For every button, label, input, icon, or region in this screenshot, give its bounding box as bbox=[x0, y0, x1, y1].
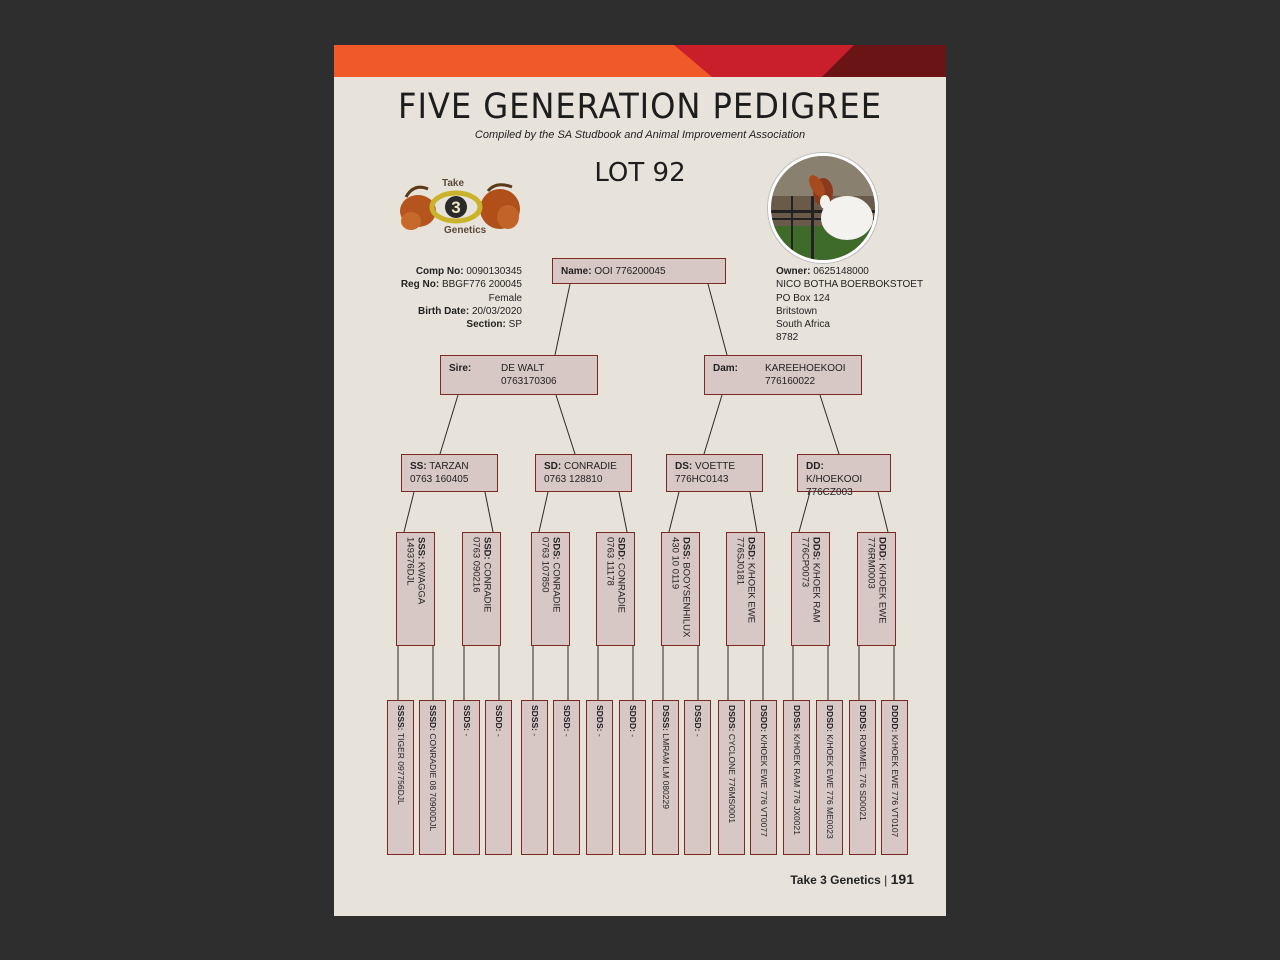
grandparent-dd-name: K/HOEKOOI bbox=[806, 474, 863, 485]
gg-sds-label: SDS: bbox=[550, 537, 562, 560]
ggg-ddss-label: DDSS: bbox=[792, 705, 802, 732]
ggg-dsdd-label: DSDD: bbox=[759, 705, 769, 732]
section-label: Section: bbox=[466, 319, 506, 331]
ggg-ddds-value: ROMMEL 776 SD0021 bbox=[858, 734, 868, 821]
connector-line bbox=[404, 492, 414, 532]
grandparent-sd-label: SD: bbox=[544, 461, 562, 472]
grandparent-ss-label: SS: bbox=[410, 461, 427, 472]
gg-dds-reg: 776CP0073 bbox=[799, 537, 811, 588]
birth-date-label: Birth Date: bbox=[418, 305, 470, 317]
page-subtitle: Compiled by the SA Studbook and Animal Improvement Association bbox=[474, 129, 806, 141]
ggg-sddd-label: SDDD: bbox=[628, 705, 638, 732]
connector-line bbox=[556, 395, 575, 454]
gg-sdd-label: SDD: bbox=[615, 537, 627, 561]
grandparent-sd-name: CONRADIE bbox=[564, 461, 617, 472]
gg-dds-name: K/HOEK RAM bbox=[810, 562, 822, 623]
grandparent-ds-label: DS: bbox=[675, 461, 693, 472]
connector-line bbox=[619, 492, 627, 532]
ggg-ssdd-value: - bbox=[494, 733, 504, 737]
gg-dds-box bbox=[791, 532, 830, 646]
gg-sss-name: KWAGGA bbox=[415, 561, 427, 605]
gg-sds-reg: 0763 107850 bbox=[539, 537, 551, 593]
sire-reg: 0763170306 bbox=[501, 376, 557, 387]
ggg-sddd-box bbox=[619, 700, 646, 855]
gg-sdd-name: CONRADIE bbox=[615, 562, 627, 614]
ggg-sssd-label: SSSD: bbox=[428, 705, 438, 731]
gg-ssd-name: CONRADIE bbox=[481, 562, 493, 613]
ggg-sdsd-label: SDSD: bbox=[562, 705, 572, 732]
ggg-ddsd-label: DDSD: bbox=[825, 705, 835, 732]
ggg-sddd-value: - bbox=[628, 734, 638, 738]
dam-name: KAREEHOEKOOI bbox=[765, 363, 846, 374]
reg-no-label: Reg No: bbox=[400, 279, 440, 291]
ggg-ddsd-box bbox=[816, 700, 843, 855]
ggg-dsds-label: DSDS: bbox=[727, 705, 737, 732]
gg-dsd-reg: 776SJ0181 bbox=[734, 537, 746, 586]
grandparent-ss-name: TARZAN bbox=[429, 461, 469, 472]
sire-name: DE WALT bbox=[501, 363, 545, 374]
ggg-sdsd-box bbox=[553, 700, 580, 855]
subject-label: Name: bbox=[561, 266, 592, 277]
gg-sdd-reg: 0763 11178 bbox=[604, 537, 616, 586]
connector-line bbox=[708, 284, 727, 355]
grandparent-dd-label: DD: bbox=[806, 461, 824, 472]
sex-value: Female bbox=[488, 292, 522, 304]
gg-dsd-name: K/HOEK EWE bbox=[745, 562, 757, 624]
connector-line bbox=[820, 395, 839, 454]
ggg-dddd-value: K/HOEK EWE 776 VT0107 bbox=[890, 734, 900, 838]
ggg-ddss-box bbox=[783, 700, 810, 855]
logo-text-take: Take bbox=[442, 178, 465, 189]
ggg-sdss-box bbox=[521, 700, 548, 855]
comp-no-value: 0090130345 bbox=[466, 266, 522, 277]
subject-box bbox=[552, 258, 726, 284]
gg-dss-reg: 430 10 0119 bbox=[669, 537, 681, 590]
connector-line bbox=[485, 492, 493, 532]
grandparent-ds-reg: 776HC0143 bbox=[675, 474, 729, 485]
ggg-dssd-label: DSSD: bbox=[693, 705, 703, 732]
ggg-ssdd-box bbox=[485, 700, 512, 855]
grandparent-ss-box bbox=[401, 454, 498, 492]
gg-sdd-box bbox=[596, 532, 635, 646]
ggg-ddss-value: K/HOEK RAM 776 JX0021 bbox=[792, 733, 802, 835]
lot-number: LOT 92 bbox=[594, 158, 686, 188]
gg-dds-label: DDS: bbox=[810, 537, 822, 561]
gg-sds-box bbox=[531, 532, 570, 646]
gg-dss-name: BOOYSENHILUX bbox=[680, 562, 692, 638]
ggg-dsds-box bbox=[718, 700, 745, 855]
ggg-sdss-value: - bbox=[530, 733, 540, 737]
owner-address-3: South Africa bbox=[776, 319, 830, 331]
ggg-ssss-value: TIGER 097756DJL bbox=[396, 732, 406, 805]
owner-postal-code: 8782 bbox=[776, 332, 799, 344]
section-value: SP bbox=[508, 319, 522, 331]
owner-label: Owner: bbox=[776, 266, 811, 277]
gg-dsd-box bbox=[726, 532, 765, 646]
page-title: FIVE GENERATION PEDIGREE bbox=[398, 87, 882, 127]
ggg-sdsd-value: - bbox=[562, 733, 572, 737]
owner-phone: 0625148000 bbox=[813, 266, 869, 277]
dam-box bbox=[704, 355, 862, 395]
birth-date-value: 20/03/2020 bbox=[471, 305, 522, 317]
grandparent-dd-box bbox=[797, 454, 891, 498]
ggg-ssss-box bbox=[387, 700, 414, 855]
page-number: 191 bbox=[890, 871, 914, 887]
gg-ddd-reg: 776RM0003 bbox=[865, 537, 877, 589]
connector-line bbox=[750, 492, 757, 532]
ggg-ssdd-label: SSDD: bbox=[494, 705, 504, 732]
logo-digit: 3 bbox=[451, 198, 461, 217]
connector-line bbox=[539, 492, 548, 532]
logo-text-genetics: Genetics bbox=[444, 225, 487, 236]
gg-sss-reg: 149376DJL bbox=[404, 537, 416, 586]
ggg-ddds-box bbox=[849, 700, 876, 855]
ggg-sdds-value: - bbox=[595, 733, 605, 737]
gg-dsd-label: DSD: bbox=[745, 537, 757, 561]
connector-line bbox=[555, 284, 570, 355]
ggg-ssds-label: SSDS: bbox=[462, 705, 472, 731]
ggg-ssds-value: - bbox=[462, 733, 472, 737]
grandparent-sd-box bbox=[535, 454, 632, 492]
gg-dss-label: DSS: bbox=[680, 537, 692, 560]
page-footer bbox=[790, 871, 914, 887]
reg-no-value: BBGF776 200045 bbox=[441, 279, 522, 291]
ggg-sssd-value: CONRADIE 08 70900DJL bbox=[428, 733, 438, 832]
gg-ssd-label: SSD: bbox=[481, 537, 493, 560]
owner-address-1: PO Box 124 bbox=[776, 292, 830, 304]
gg-sss-box bbox=[396, 532, 435, 646]
ggg-dddd-box bbox=[881, 700, 908, 855]
pedigree-page bbox=[334, 45, 946, 916]
subject-value: OOI 776200045 bbox=[594, 266, 666, 277]
ggg-dssd-box bbox=[684, 700, 711, 855]
gg-ddd-box bbox=[857, 532, 896, 646]
ggg-sdds-box bbox=[586, 700, 613, 855]
gg-ddd-name: K/HOEK EWE bbox=[876, 563, 888, 624]
gg-ssd-box bbox=[462, 532, 501, 646]
footer-separator: | bbox=[884, 873, 888, 887]
ggg-dsdd-box bbox=[750, 700, 777, 855]
gg-ddd-label: DDD: bbox=[876, 537, 888, 561]
dam-reg: 776160022 bbox=[765, 376, 816, 387]
ggg-dsds-value: CYCLONE 776MS0001 bbox=[727, 733, 737, 824]
footer-brand: Take 3 Genetics bbox=[790, 873, 881, 887]
owner-name: NICO BOTHA BOERBOKSTOET bbox=[776, 279, 924, 291]
ggg-dsss-box bbox=[652, 700, 679, 855]
connector-line bbox=[669, 492, 679, 532]
comp-no-label: Comp No: bbox=[415, 266, 464, 277]
ggg-dssd-value: - bbox=[693, 733, 703, 737]
owner-address-2: Britstown bbox=[776, 305, 818, 317]
gg-sds-name: CONRADIE bbox=[550, 562, 562, 613]
sire-box bbox=[440, 355, 598, 395]
grandparent-ss-reg: 0763 160405 bbox=[410, 474, 469, 485]
grandparent-ds-name: VOETTE bbox=[695, 461, 736, 472]
gg-sss-label: SSS: bbox=[415, 537, 427, 560]
ggg-dddd-label: DDDD: bbox=[890, 705, 900, 733]
ggg-sdss-label: SDSS: bbox=[530, 705, 540, 731]
grandparent-dd-reg: 776CZ003 bbox=[806, 487, 853, 498]
dam-label: Dam: bbox=[713, 363, 739, 374]
ggg-dsdd-value: K/HOEK EWE 776 VT0077 bbox=[759, 734, 769, 837]
ggg-sssd-box bbox=[419, 700, 446, 855]
grandparent-sd-reg: 0763 128810 bbox=[544, 474, 603, 485]
ggg-dsss-label: DSSS: bbox=[661, 705, 671, 731]
ggg-dsss-value: LMRAM LM 080229 bbox=[661, 733, 671, 809]
ggg-ddds-label: DDDS: bbox=[858, 705, 868, 732]
ggg-ddsd-value: K/HOEK EWE 776 ME0023 bbox=[825, 734, 835, 839]
connector-line bbox=[440, 395, 458, 454]
gg-dss-box bbox=[661, 532, 700, 646]
ggg-ssss-label: SSSS: bbox=[396, 705, 406, 731]
sire-label: Sire: bbox=[449, 363, 472, 374]
gg-ssd-reg: 0763 090216 bbox=[470, 537, 482, 593]
connector-line bbox=[704, 395, 722, 454]
ggg-sdds-label: SDDS: bbox=[595, 705, 605, 732]
grandparent-ds-box bbox=[666, 454, 763, 492]
ggg-ssds-box bbox=[453, 700, 480, 855]
